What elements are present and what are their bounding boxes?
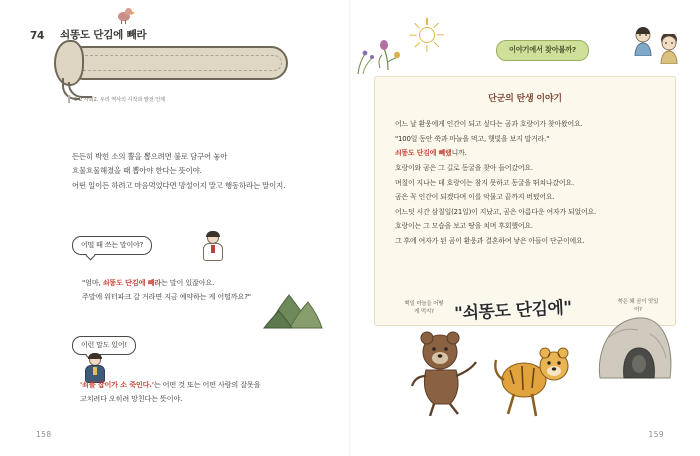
cave-illustration-icon (594, 308, 676, 382)
bird-icon (116, 8, 134, 24)
story-line: 어느 날 환웅에게 인간이 되고 싶다는 곰과 호랑이가 찾아왔어요. (395, 120, 583, 128)
page-number-left: 158 (36, 430, 52, 439)
body-line: 어떤 일이든 하려고 마음먹었다면 망설이지 말고 행동하라는 말이지. (72, 180, 286, 190)
left-body-text (72, 150, 312, 193)
lesson-number: 74 (29, 30, 44, 42)
story-line: 호랑이와 곰은 그 길로 동굴을 찾아 들어갔어요. (395, 163, 533, 172)
mountain-illustration-icon (262, 286, 324, 330)
note-right: 쑥은 왜 곰이 맛있어? (617, 299, 659, 314)
note-left: 백일 마늘을 어떻게 먹지? (404, 301, 444, 316)
story-line: "100일 동안 쑥과 마늘을 먹고, 햇빛을 보지 말거라." (395, 134, 550, 143)
sun-icon (410, 18, 444, 52)
body-line: 든든히 박힌 소의 뿔을 뽑으려면 불로 담구어 놓아 (72, 152, 228, 161)
quote-text-a: "엄마, (82, 278, 103, 287)
story-line: 어느덧 시간 삼칠일(21일)이 지났고, 곰은 아름다운 여자가 되었어요. (395, 207, 597, 216)
right-page (350, 0, 700, 456)
story-body (395, 117, 657, 249)
tiger-illustration-icon (492, 340, 578, 420)
story-line: 호랑이는 그 모습을 보고 땅을 치며 후회했어요. (395, 222, 533, 231)
big-hand-title: "쇠똥도 단김에" (453, 297, 573, 325)
quote-text-b: 는 말이 있잖아요. (161, 278, 215, 287)
story-title: 단군의 탄생 이야기 (488, 94, 562, 104)
body-line: 흐물흐물해졌을 때 뽑아야 한다는 뜻이야. (72, 166, 202, 176)
grass-icon (354, 44, 378, 78)
highlighted-proverb-2: '쇠뿔 잡이가 소 죽인다.' (80, 380, 154, 389)
page-number-right: 159 (648, 430, 664, 439)
story-line: 곰은 꼭 인간이 되겠다며 이를 악물고 끝까지 버텼어요. (395, 193, 555, 202)
girl-figure-icon (656, 34, 680, 62)
story-line-highlighted: 쇠똥도 단김에 빼랬니까. (395, 149, 467, 158)
boy-figure-icon (630, 26, 654, 54)
teacher-figure-icon (200, 232, 226, 262)
example-quote-also (80, 378, 290, 406)
highlighted-proverb-3: 쇠똥도 단김에 빼랬 (395, 149, 452, 158)
subject-divider (68, 95, 70, 103)
quote-text-b2: 는 어떤 것 또는 어떤 사람의 잘못을 (153, 380, 261, 389)
subject-line: 5-2 사회2. 우리 역사의 시작과 발전 언제 (74, 97, 165, 103)
story-line: 며칠이 지나는 데 호랑이는 참지 못하고 동굴을 뛰쳐나갔어요. (395, 178, 574, 187)
bear-illustration-icon (410, 330, 482, 416)
story-card (374, 76, 676, 326)
flower-icon (376, 34, 402, 74)
tag-also-proverb: 이런 말도 있어! (72, 336, 136, 355)
story-line: 그 후에 여자가 된 곰이 환웅과 결혼하여 낳은 아들이 단군이에요. (395, 237, 585, 246)
lesson-title: 쇠똥도 단김에 빼라 (60, 29, 147, 41)
quote-line-2b: 고치려다 오히려 망친다는 뜻이야. (80, 393, 183, 403)
section-pill-label: 이야기에서 찾아볼까? (496, 40, 589, 61)
tag-when-to-use: 어떨 때 쓰는 말이야? (72, 236, 152, 255)
example-quote-when (82, 276, 292, 304)
page-gutter (349, 0, 351, 456)
highlighted-proverb: 쇠똥도 단김에 빼라 (102, 278, 161, 287)
quote-line-2: 주말에 워터파크 갈 거라면 지금 예약하는 게 어떨까요?" (82, 291, 251, 301)
rope-bar (66, 46, 288, 80)
